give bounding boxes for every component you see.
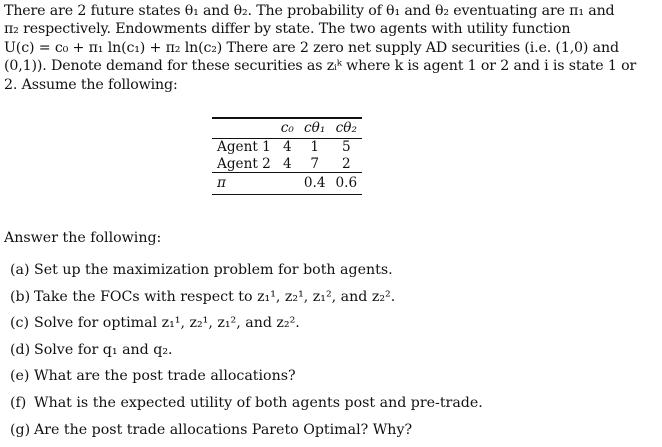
table-top-rule (212, 117, 362, 119)
list-item (10, 288, 650, 315)
question-tag: (f) (10, 394, 27, 411)
intro-line: U(c) = c₀ + π₁ ln(c₁) + π₂ ln(c₂) There are 2 zero net supply AD securities (i.e. (1,0) and (4, 39, 619, 56)
question-tag: (a) (10, 262, 30, 278)
intro-line: (0,1)). Denote demand for these securities as zᵢᵏ where k is agent 1 or 2 and i is state 1 or (4, 58, 637, 75)
endowment-table (212, 117, 362, 195)
table-cell: 1 (299, 139, 331, 156)
question-text: What is the expected utility of both agents post and pre-trade. (34, 394, 483, 411)
table-cell: 0.4 (299, 173, 331, 194)
list-item (10, 314, 650, 341)
question-text: Take the FOCs with respect to z₁¹, z₂¹, z₁², and z₂². (34, 288, 396, 305)
table-probability-row (212, 173, 362, 194)
table-cell: 0.6 (330, 173, 362, 194)
table-header-cell: cθ₁ (304, 120, 326, 136)
question-list (10, 261, 650, 447)
list-item (10, 341, 650, 368)
table-cell: 4 (276, 139, 299, 156)
question-text: Set up the maximization problem for both agents. (34, 262, 393, 278)
table-cell: 7 (310, 155, 319, 172)
table-row (212, 139, 362, 156)
table-row (212, 156, 362, 173)
question-text: Solve for q₁ and q₂. (34, 341, 173, 358)
list-item (10, 421, 650, 447)
endowment-table-wrap (212, 117, 362, 195)
question-text: Are the post trade allocations Pareto Optimal? Why? (34, 421, 413, 438)
table-cell (276, 173, 299, 194)
list-item (10, 394, 650, 421)
question-text: What are the post trade allocations? (34, 368, 296, 385)
table-cell: Agent 2 (217, 155, 271, 172)
problem-intro (4, 2, 656, 94)
intro-line: There are 2 future states θ₁ and θ₂. The probability of θ₁ and θ₂ eventuating are π₁ and (4, 3, 615, 19)
question-tag: (g) (10, 421, 31, 438)
table-cell: Agent 1 (212, 139, 276, 156)
table-cell: π (212, 173, 276, 194)
list-item (10, 367, 650, 394)
table-cell: 5 (330, 139, 362, 156)
table-cell: 4 (282, 155, 292, 172)
table-header-row (212, 117, 362, 139)
table-header-cell: c₀ (280, 120, 294, 136)
question-tag: (e) (10, 368, 30, 385)
intro-line: 2. Assume the following: (4, 76, 178, 93)
list-item (10, 261, 650, 288)
intro-line: π₂ respectively. Endowments differ by state. The two agents with utility function (4, 21, 571, 38)
table-header-cell: cθ₂ (335, 120, 357, 136)
answer-heading: Answer the following: (4, 230, 162, 246)
question-tag: (b) (10, 288, 31, 305)
table-cell: 2 (341, 155, 351, 172)
table-header-cell (212, 117, 276, 139)
question-tag: (d) (10, 341, 31, 358)
question-tag: (c) (10, 315, 30, 332)
question-text: Solve for optimal z₁¹, z₂¹, z₁², and z₂². (34, 315, 300, 332)
